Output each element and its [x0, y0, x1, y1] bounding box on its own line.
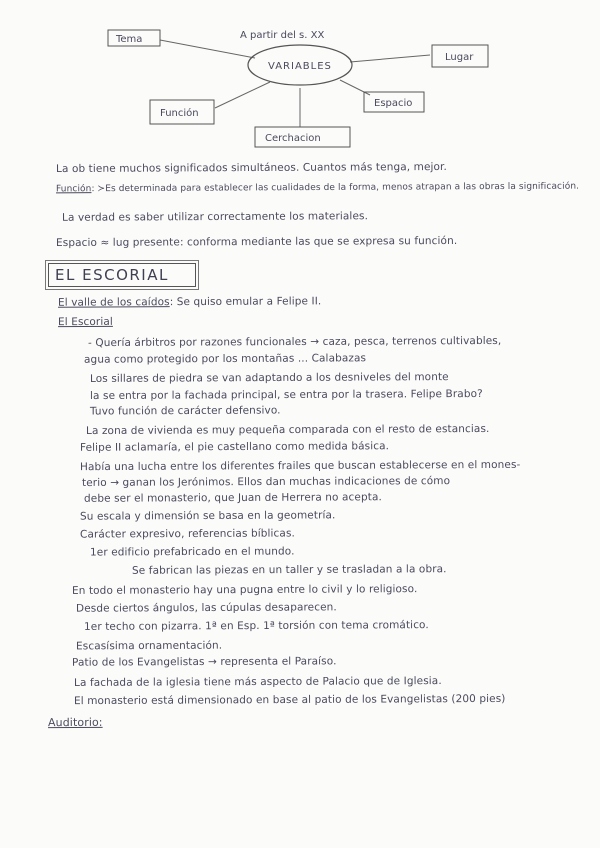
- section-title: EL ESCORIAL: [48, 263, 196, 287]
- body-line: En todo el monasterio hay una pugna entre lo civil y lo religioso.: [71, 583, 418, 597]
- cerchacion-label: Cerchacion: [265, 133, 321, 144]
- body-line: agua como protegido por los montañas ... Calabazas: [83, 352, 367, 366]
- connector-funcion: [215, 82, 270, 108]
- intro-label: El valle de los caídos: [57, 296, 170, 309]
- body-line: Felipe II aclamaría, el pie castellano como medida básica.: [79, 440, 390, 454]
- body-line: El monasterio está dimensionado en base al patio de los Evangelistas (200 pies): [73, 692, 506, 708]
- body-line: Escasísima ornamentación.: [75, 639, 223, 653]
- note-line-2: [56, 182, 579, 195]
- note-line-4: Espacio ≈ lug presente: conforma mediante las que se expresa su función.: [55, 234, 458, 250]
- body-line: Se fabrican las piezas en un taller y se trasladan a la obra.: [131, 563, 447, 577]
- funcion-label: Función: [160, 108, 199, 119]
- intro-text: : Se quiso emular a Felipe II.: [169, 295, 322, 309]
- body-line: La fachada de la iglesia tiene más aspecto de Palacio que de Iglesia.: [73, 675, 442, 689]
- map-header-text: A partir del s. XX: [240, 30, 325, 41]
- tema-label: Tema: [116, 34, 143, 45]
- espacio-label: Espacio: [374, 98, 413, 109]
- body-line: Su escala y dimensión se basa en la geometría.: [79, 509, 336, 523]
- body-line: Tuvo función de carácter defensivo.: [89, 404, 281, 418]
- body-line: La zona de vivienda es muy pequeña comparada con el resto de estancias.: [85, 422, 490, 438]
- connector-tema: [160, 40, 255, 58]
- body-line: terio → ganan los Jerónimos. Ellos dan muchas indicaciones de cómo: [81, 475, 451, 489]
- connector-lugar: [350, 55, 430, 62]
- body-line: 1er techo con pizarra. 1ª en Esp. 1ª torsión con tema cromático.: [83, 619, 429, 633]
- body-line: Patio de los Evangelistas → representa el Paraíso.: [71, 655, 337, 669]
- body-line: debe ser el monasterio, que Juan de Herrera no acepta.: [83, 491, 382, 505]
- subheading: El Escorial: [57, 315, 113, 329]
- intro-line: [58, 295, 321, 308]
- body-line: - Quería árbitros por razones funcionales → caza, pesca, terrenos cultivables,: [87, 334, 502, 350]
- note-line-1: La ob tiene muchos significados simultáneos. Cuantos más tenga, mejor.: [55, 160, 447, 176]
- variables-label: VARIABLES: [268, 61, 332, 72]
- body-line: Desde ciertos ángulos, las cúpulas desaparecen.: [75, 601, 337, 615]
- body-line: Los sillares de piedra se van adaptando a los desniveles del monte: [89, 371, 449, 385]
- note-line-2-label: Función: [55, 184, 92, 195]
- footer-label: Auditorio:: [47, 715, 103, 730]
- note-line-3: La verdad es saber utilizar correctamente los materiales.: [61, 210, 369, 224]
- lugar-label: Lugar: [445, 52, 474, 63]
- note-line-2-text: : ≻Es determinada para establecer las cualidades de la forma, menos atrapan a las obras la significación.: [91, 181, 580, 195]
- body-line: Había una lucha entre los diferentes frailes que buscan establecerse en el mones-: [79, 458, 521, 474]
- connector-espacio: [340, 80, 370, 95]
- body-line: la se entra por la fachada principal, se entra por la trasera. Felipe Brabo?: [89, 387, 483, 403]
- concept-map-diagram: [0, 0, 600, 160]
- body-line: Carácter expresivo, referencias bíblicas.: [79, 527, 295, 541]
- body-line: 1er edificio prefabricado en el mundo.: [89, 545, 295, 559]
